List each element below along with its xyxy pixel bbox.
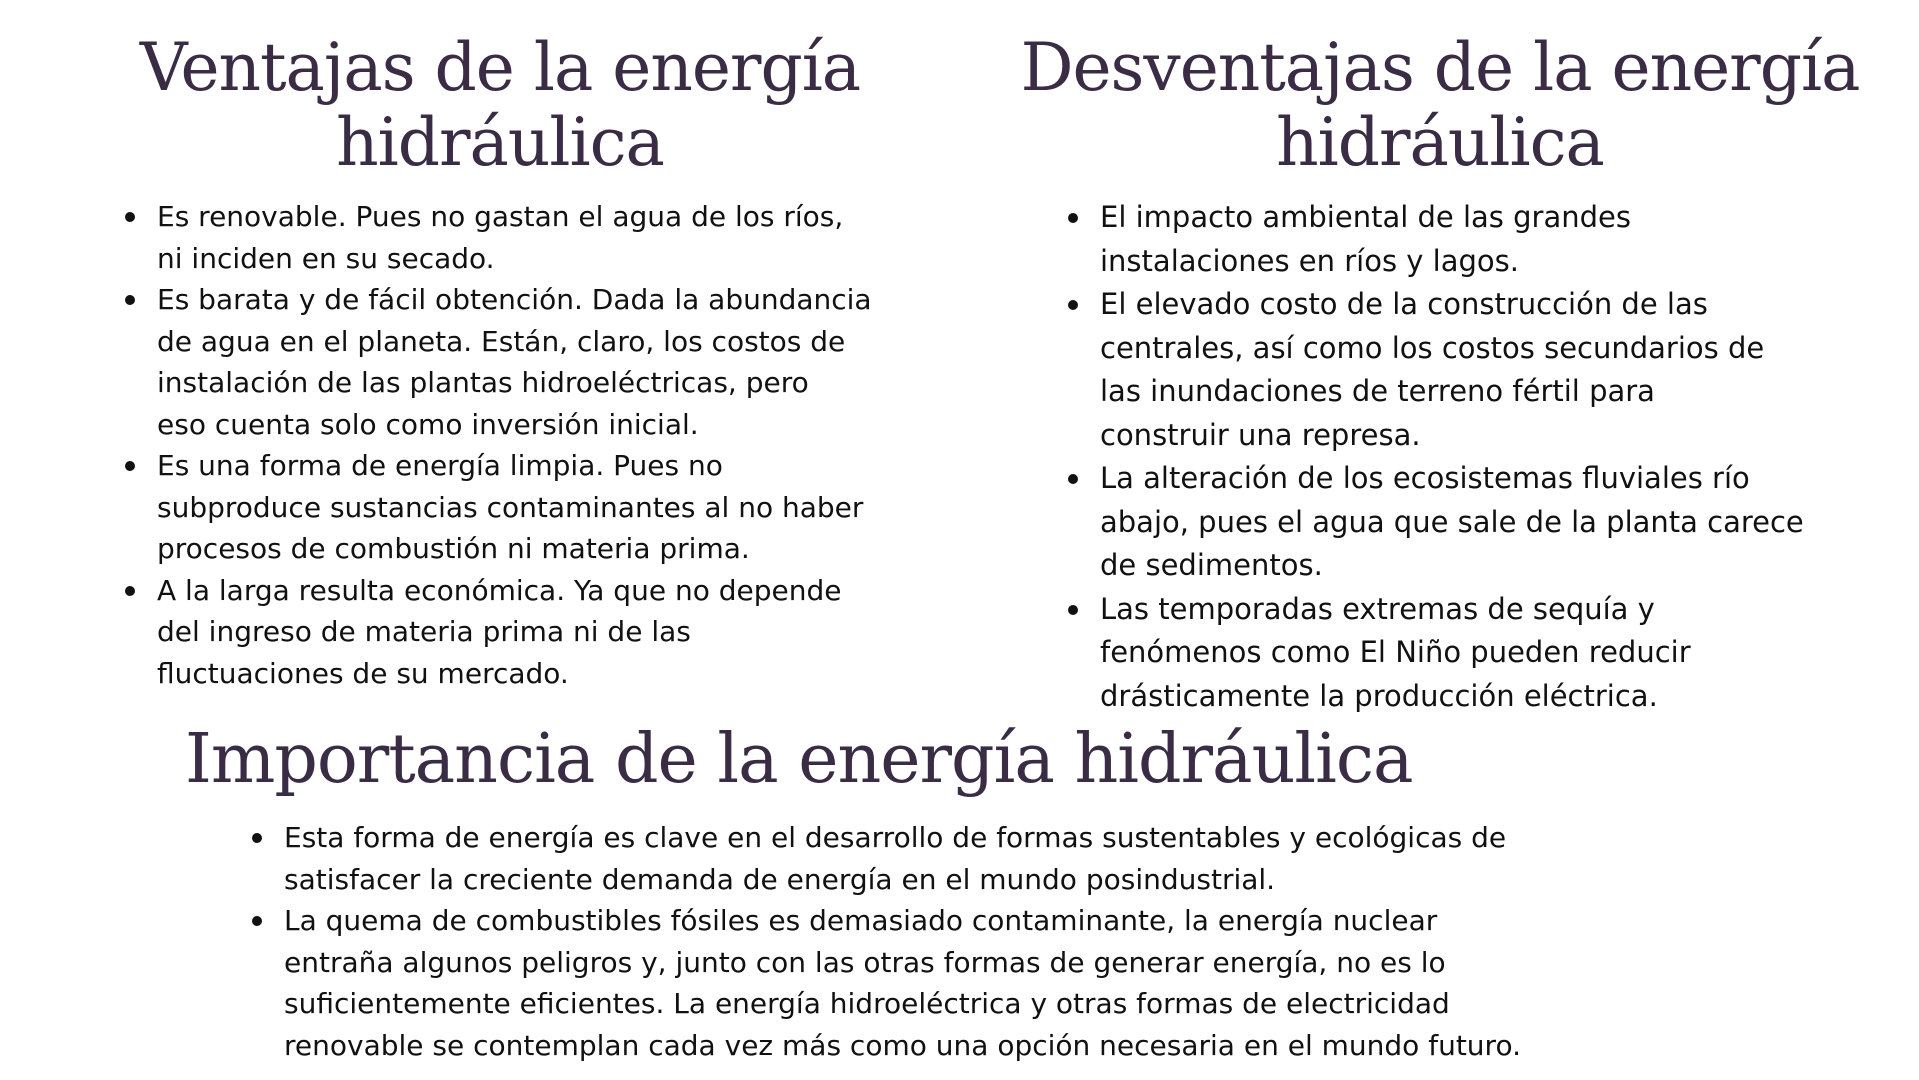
list-item-line: suficientemente eficientes. La energía hidroeléctrica y otras formas de electricidad	[284, 987, 1450, 1020]
list-item	[252, 817, 1672, 900]
list-item	[252, 900, 1672, 1066]
ventajas-list	[125, 196, 925, 694]
list-item-line: del ingreso de materia prima ni de las	[157, 615, 691, 648]
list-item	[1068, 457, 1858, 588]
list-item-line: Es renovable. Pues no gastan el agua de los ríos,	[157, 200, 844, 233]
list-item	[1068, 196, 1858, 283]
ventajas-title	[70, 30, 930, 180]
list-item-line: abajo, pues el agua que sale de la planta carece	[1100, 504, 1804, 539]
list-item-line: subproduce sustancias contaminantes al no haber	[157, 490, 864, 524]
ventajas-title-line1: Ventajas de la energía	[139, 29, 861, 106]
list-item-line: fenómenos como El Niño pueden reducir	[1100, 635, 1691, 669]
list-item-line: centrales, así como los costos secundarios de	[1100, 330, 1765, 365]
desventajas-title-line2: hidráulica	[1276, 104, 1604, 181]
list-item-line: La quema de combustibles fósiles es demasiado contaminante, la energía nuclear	[284, 904, 1438, 937]
list-item-line: satisfacer la creciente demanda de energía en el mundo posindustrial.	[284, 862, 1276, 896]
list-item-line: construir una represa.	[1100, 417, 1421, 452]
list-item-line: A la larga resulta económica. Ya que no depende	[157, 573, 842, 607]
list-item-line: procesos de combustión ni materia prima.	[157, 532, 750, 565]
list-item	[1068, 283, 1858, 457]
list-item-line: Esta forma de energía es clave en el desarrollo de formas sustentables y ecológicas de	[284, 821, 1507, 854]
list-item-line: La alteración de los ecosistemas fluviales río	[1100, 461, 1750, 495]
list-item-line: El impacto ambiental de las grandes	[1100, 200, 1631, 234]
list-item-line: drásticamente la producción eléctrica.	[1100, 678, 1658, 713]
list-item	[125, 445, 925, 570]
list-item	[125, 570, 925, 695]
ventajas-title-line2: hidráulica	[336, 104, 664, 181]
importancia-title: Importancia de la energía hidráulica	[185, 720, 1413, 799]
list-item-line: Las temporadas extremas de sequía y	[1100, 591, 1655, 626]
list-item-line: El elevado costo de la construcción de las	[1100, 287, 1708, 321]
list-item-line: las inundaciones de terreno fértil para	[1100, 374, 1655, 408]
list-item-line: instalaciones en ríos y lagos.	[1100, 243, 1519, 278]
list-item-line: de agua en el planeta. Están, claro, los costos de	[157, 324, 846, 358]
list-item-line: Es una forma de energía limpia. Pues no	[157, 449, 723, 482]
desventajas-title-line1: Desventajas de la energía	[1020, 29, 1860, 106]
list-item-line: ni inciden en su secado.	[157, 241, 495, 275]
list-item-line: Es barata y de fácil obtención. Dada la abundancia	[157, 283, 872, 316]
list-item-line: instalación de las plantas hidroeléctricas, pero	[157, 366, 809, 399]
list-item-line: entraña algunos peligros y, junto con las otras formas de generar energía, no es lo	[284, 945, 1446, 979]
list-item-line: eso cuenta solo como inversión inicial.	[157, 407, 699, 441]
list-item-line: de sedimentos.	[1100, 548, 1323, 582]
importancia-list	[252, 817, 1672, 1066]
list-item-line: renovable se contemplan cada vez más como una opción necesaria en el mundo futuro.	[284, 1028, 1521, 1062]
list-item-line: fluctuaciones de su mercado.	[157, 656, 569, 690]
list-item	[125, 196, 925, 279]
desventajas-list	[1068, 196, 1858, 718]
desventajas-title	[1000, 30, 1880, 180]
list-item	[1068, 588, 1858, 719]
list-item	[125, 279, 925, 445]
